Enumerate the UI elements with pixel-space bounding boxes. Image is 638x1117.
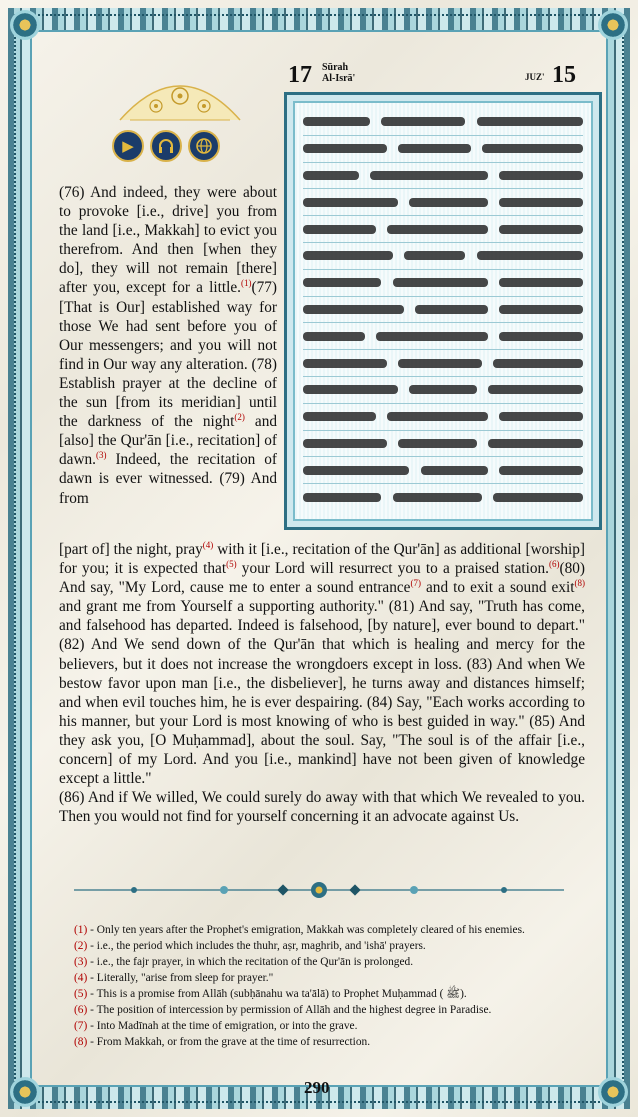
surah-name: Al-Isrā' xyxy=(322,73,356,84)
verse-78-cont: and [also] the Qur'ān [i.e., recitation] of dawn. xyxy=(59,413,277,469)
footnote-marker[interactable]: (6) xyxy=(549,559,560,569)
media-controls xyxy=(112,130,220,162)
footnote-marker[interactable]: (1) xyxy=(241,278,252,289)
footnote-marker[interactable]: (8) xyxy=(574,578,585,589)
juz-number: 15 xyxy=(552,62,576,88)
translation-column xyxy=(59,183,277,508)
arabic-text-panel xyxy=(284,92,602,530)
surah-number: 17 xyxy=(288,62,312,88)
footnotes xyxy=(74,922,574,1050)
corner-ornament xyxy=(10,1077,40,1107)
corner-ornament xyxy=(598,1077,628,1107)
ornamental-divider-icon xyxy=(74,880,564,900)
verse-80: (80) And say, "My Lord, cause me to enter a sound entrance xyxy=(59,560,585,597)
footnote-item: (6) - The position of intercession by permission of Allāh and the highest degree in Paradise. xyxy=(74,1004,492,1016)
footnote-marker[interactable]: (7) xyxy=(410,578,421,589)
footnote-marker[interactable]: (2) xyxy=(234,412,245,423)
verse-78-end: Indeed, the recitation of dawn is ever witnessed. (79) And from xyxy=(59,451,277,507)
verse-77-78: (77) [That is Our] established way for those We had sent before you of Our messengers; and you will not find in Our way any alteration. (78) Establish prayer at the decline of the sun [from its meridian] until the darkness of the night xyxy=(59,279,277,431)
surah-label: Sūrah xyxy=(322,62,349,73)
footnote-item: (3) - i.e., the fajr prayer, in which the recitation of the Qur'ān is prolonged. xyxy=(74,956,414,968)
footnote-item: (1) - Only ten years after the Prophet's emigration, Makkah was completely cleared of his enemies. xyxy=(74,924,525,936)
verse-86: (86) And if We willed, We could surely do away with that which We revealed to you. Then you would not find for yourself concerning it an advocate against Us. xyxy=(59,789,585,826)
page-number: 290 xyxy=(304,1078,330,1097)
ornament-logo-icon xyxy=(110,62,250,124)
verse-79-end: your Lord will resurrect you to a praised station. xyxy=(236,560,549,578)
footnote-item: (2) - i.e., the period which includes the thuhr, aṣr, maghrib, and 'ishā' prayers. xyxy=(74,940,426,952)
globe-icon[interactable] xyxy=(188,130,220,162)
footnote-item: (4) - Literally, "arise from sleep for prayer." xyxy=(74,972,274,984)
footnote-marker[interactable]: (5) xyxy=(226,559,237,569)
verse-79-cont: with it [i.e., recitation of the Qur'ān] as additional [worship] for you; it is expected that xyxy=(59,541,585,578)
surah-title xyxy=(322,62,355,84)
verse-76: (76) And indeed, they were about to provoke [i.e., drive] you from the land [i.e., Makkah] to evict you therefrom. And then [when they do], they will not remain [there] after you, except for a little. xyxy=(59,184,277,297)
corner-ornament xyxy=(598,10,628,40)
juz-label: JUZ' xyxy=(525,72,545,82)
play-icon[interactable]: ▶ xyxy=(112,130,144,162)
footnote-item: (8) - From Makkah, or from the grave at the time of resurrection. xyxy=(74,1036,371,1048)
verse-80-cont: and to exit a sound exit xyxy=(420,579,575,597)
footnote-item: (7) - Into Madīnah at the time of emigration, or into the grave. xyxy=(74,1020,358,1032)
arabic-lines xyxy=(293,101,593,521)
verse-79: [part of] the night, pray xyxy=(59,541,203,558)
footnote-marker[interactable]: (4) xyxy=(202,539,214,550)
translation-body xyxy=(59,540,585,826)
headphones-icon[interactable] xyxy=(150,130,182,162)
verses-80-85: and grant me from Yourself a supporting authority." (81) And say, "Truth has come, and falsehood has departed. Indeed is falsehood, [by nature], ever bound to depart." (82) And We send down of the Qur'ān that which is healing and mercy for the believers, but it does not increase the wrongdoers except in loss. (83) And when We bestow favor upon man [i.e., the disbeliever], he turns away and distances himself; and when evil touches him, he is ever despairing. (84) Say, "Each works according to his manner, but your Lord is most knowing of who is best guided in way." (85) And they ask you, [O Muḥammad], about the soul. Say, "The soul is of the affair [i.e., concern] of my Lord. And you [i.e., mankind] have not been given of knowledge except a little." xyxy=(59,598,585,788)
footnote-item: (5) - This is a promise from Allāh (subḥānahu wa ta'ālā) to Prophet Muḥammad ( ﷺ). xyxy=(74,988,467,1000)
footnote-marker[interactable]: (3) xyxy=(95,450,107,461)
corner-ornament xyxy=(10,10,40,40)
